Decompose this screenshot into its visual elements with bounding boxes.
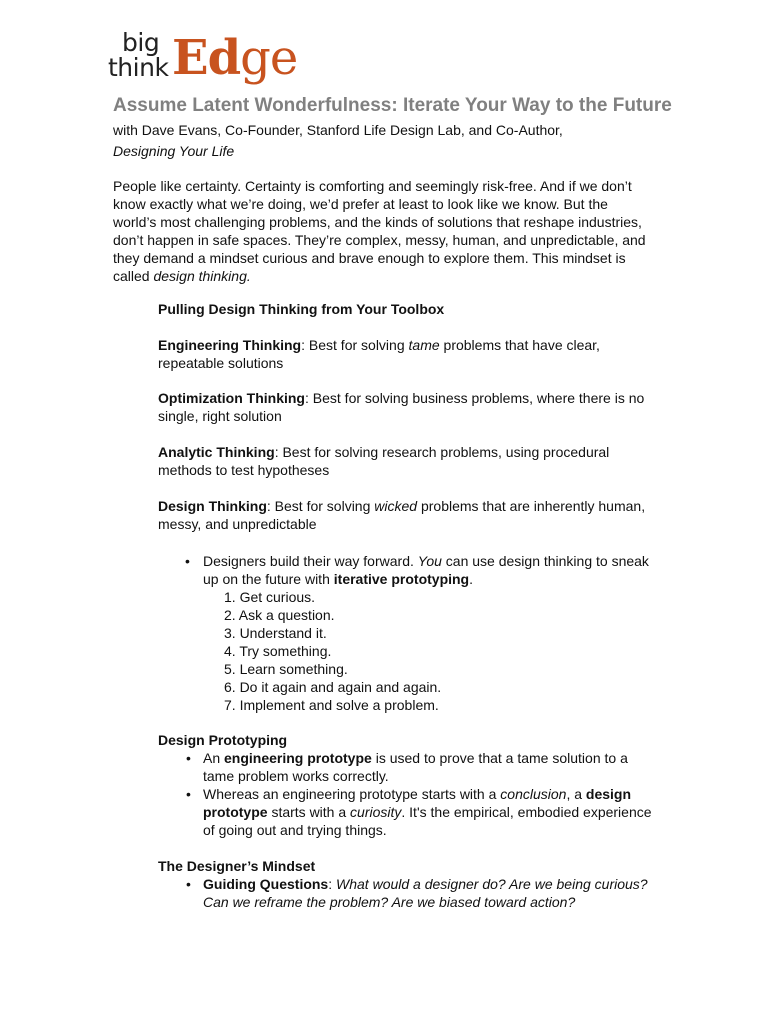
design-em: wicked: [374, 498, 418, 514]
step-item: 7. Implement and solve a problem.: [224, 697, 439, 713]
engineering-thinking: [158, 336, 658, 372]
mindset-section: [158, 857, 658, 911]
proto-b2-mid2: starts with a: [267, 804, 351, 820]
step-item: 3. Understand it.: [224, 625, 327, 641]
prototyping-heading: Design Prototyping: [158, 732, 288, 748]
book-title: Designing Your Life: [113, 143, 235, 159]
proto-b2-pre: Whereas an engineering prototype starts with a: [203, 786, 501, 802]
list-item: [158, 552, 658, 588]
design-post: problems that are inherently human, messy, and unpredictable: [158, 498, 646, 532]
analytic-thinking: [158, 443, 658, 479]
bullet-dot: •: [185, 553, 190, 569]
bullet-dot: •: [186, 876, 191, 892]
intro-emphasis: design thinking.: [153, 268, 251, 284]
step-item: 6. Do it again and again and again.: [224, 679, 442, 695]
logo-big-text: big: [122, 28, 160, 57]
proto-b1-post: is used to prove that a tame solution to a tame problem works correctly.: [203, 750, 628, 784]
bullet-dot: •: [186, 750, 191, 766]
optimization-thinking: [158, 389, 658, 425]
toolbox-heading: [158, 300, 658, 318]
optimization-text: : Best for solving business problems, where there is no single, right solution: [158, 390, 645, 424]
proto-b2-em2: curiosity: [350, 804, 402, 820]
logo-edge-rest: ge: [240, 30, 298, 86]
forward-mid: can use design thinking to sneak up on the future with: [203, 553, 649, 587]
intro-text: People like certainty. Certainty is comforting and seemingly risk-free. And if we don’t know exactly what we’re doing, we’d prefer at least to look like we know. But the world’s most challenging problems, and the kinds of solutions that reshape industries, don’t happen in safe spaces. They’re complex, messy, human, and unpredictable, and they demand a mindset curious and brave enough to explore them. This mindset is called: [113, 178, 646, 284]
title-block: [113, 94, 673, 160]
proto-b2-em1: conclusion: [500, 786, 567, 802]
step-item: 5. Learn something.: [224, 661, 348, 677]
logo-edge-text: [172, 28, 297, 88]
design-term: Design Thinking: [158, 498, 267, 514]
proto-b1-pre: An: [203, 750, 225, 766]
forward-bullet: [158, 552, 658, 714]
big-think-edge-logo: [108, 26, 308, 90]
engineering-post: problems that have clear, repeatable solutions: [158, 337, 600, 371]
mindset-b1-em: What would a designer do? Are we being curious? Can we reframe the problem? Are we biased toward action?: [203, 876, 648, 910]
forward-em: You: [417, 553, 442, 569]
engineering-term: Engineering Thinking: [158, 337, 302, 353]
list-item: [158, 785, 658, 839]
mindset-b1-bold: Guiding Questions: [203, 876, 329, 892]
proto-b2-bold: design prototype: [203, 786, 632, 820]
logo-think-text: think: [108, 53, 169, 82]
proto-b1-bold: engineering prototype: [224, 750, 372, 766]
step-item: 1. Get curious.: [224, 589, 316, 605]
optimization-term: Optimization Thinking: [158, 390, 305, 406]
design-thinking: [158, 497, 658, 533]
page-title: [113, 94, 673, 142]
logo-edge-bold: Ed: [172, 30, 241, 86]
design-pre: : Best for solving: [266, 498, 375, 514]
proto-b2-mid1: , a: [566, 786, 586, 802]
forward-post: .: [469, 571, 474, 587]
list-item: [158, 749, 658, 785]
list-item: [158, 875, 658, 911]
prototyping-section: [158, 731, 658, 839]
bullet-dot: •: [186, 786, 191, 802]
proto-b2-post: . It's the empirical, embodied experience of going out and trying things.: [203, 804, 652, 838]
mindset-heading: The Designer’s Mindset: [158, 858, 316, 874]
forward-bold: iterative prototyping: [333, 571, 470, 587]
mindset-b1-sep: :: [328, 876, 337, 892]
title-text: Assume Latent Wonderfulness: Iterate Your Way to the Future: [113, 95, 672, 116]
analytic-text: : Best for solving research problems, using procedural methods to test hypotheses: [158, 444, 610, 478]
engineering-em: tame: [408, 337, 440, 353]
byline: with Dave Evans, Co-Founder, Stanford Life Design Lab, and Co-Author,: [113, 122, 563, 138]
toolbox-heading-text: Pulling Design Thinking from Your Toolbox: [158, 301, 445, 317]
engineering-pre: : Best for solving: [301, 337, 409, 353]
step-item: 4. Try something.: [224, 643, 332, 659]
steps-list: [158, 588, 658, 714]
step-item: 2. Ask a question.: [224, 607, 335, 623]
analytic-term: Analytic Thinking: [158, 444, 275, 460]
forward-pre: Designers build their way forward.: [203, 553, 418, 569]
intro-paragraph: [113, 177, 653, 285]
